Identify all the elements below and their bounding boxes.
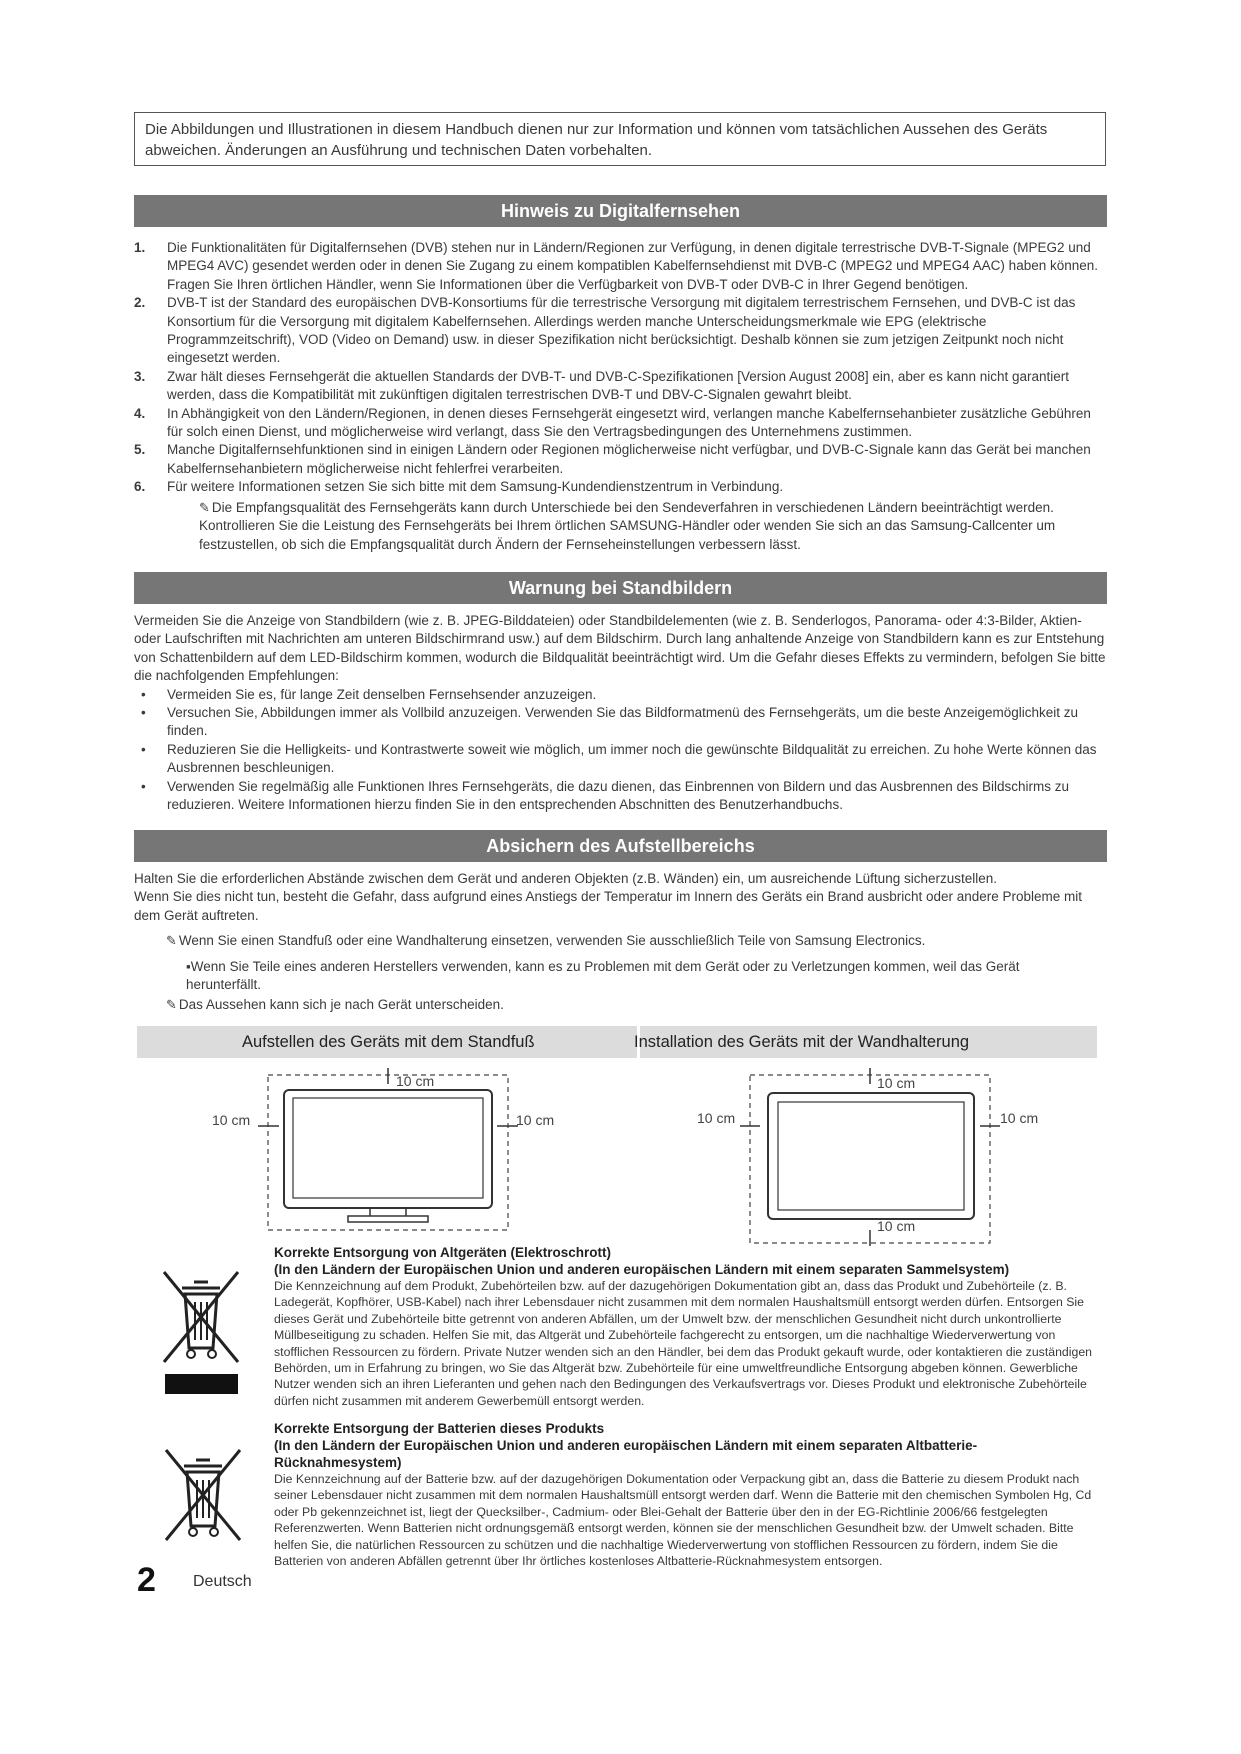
list-item bbox=[134, 368, 1107, 405]
installation-subheader bbox=[137, 1026, 1097, 1058]
disclaimer-text: Die Abbildungen und Illustrationen in diesem Handbuch dienen nur zur Information und können vom tatsächlichen Aussehen des Geräts abweichen. Änderungen an Ausführung und technischen Daten vorbehalten. bbox=[145, 121, 1048, 159]
bullet-item: • Versuchen Sie, Abbildungen immer als Vollbild anzuzeigen. Verwenden Sie das Bildformatmenü des Fernsehgeräts, um die beste Anzeigemöglichkeit zu finden. bbox=[134, 704, 1107, 741]
still-image-warning bbox=[134, 612, 1107, 814]
samsung-parts-note-text: Wenn Sie einen Standfuß oder eine Wandhalterung einsetzen, verwenden Sie ausschließlich Teile von Samsung Electronics. bbox=[178, 933, 926, 948]
bullet-item: • Reduzieren Sie die Helligkeits- und Kontrastwerte soweit wie möglich, um immer noch die gewünschte Bildqualität zu erreichen. Zu hohe Werte können das Ausbrennen beschleunigen. bbox=[134, 741, 1107, 778]
list-item bbox=[134, 239, 1107, 294]
stand-install-label: Aufstellen des Geräts mit dem Standfuß bbox=[242, 1033, 535, 1051]
warning-bullets bbox=[134, 686, 1107, 815]
appearance-note bbox=[166, 996, 1096, 1014]
wall-mount-tv-drawing bbox=[700, 1068, 1030, 1248]
page-number: 2 bbox=[137, 1561, 156, 1599]
list-text: DVB-T ist der Standard des europäischen DVB-Konsortiums für die terrestrische Versorgung mit digitalem terrestrischem Fernsehen, und DVB-C ist das Konsortium für die Versorgung mit digitalem Kabelfernsehen. Allerdings werden manche Unterscheidungsmerkmale wie EPG (elektrische Programmzeitschrift), VOD (Video on Demand) usw. in dieser Spezifikation nicht berücksichtigt. Deshalb können sie zum jetzigen Zeitpunkt noch nicht eingesetzt werden. bbox=[167, 295, 1076, 366]
wall-right-clearance: 10 cm bbox=[1000, 1110, 1039, 1126]
list-text: Zwar hält dieses Fernsehgerät die aktuellen Standards der DVB-T- und DVB-C-Spezifikationen [Version August 2008] ein, aber es kann nicht garantiert werden, dass die Kompatibilität mit zukünftigen digitalen terrestrischen DVB-T und DBV-C-Signalen gewahrt bleibt. bbox=[167, 368, 1070, 403]
list-number: 2. bbox=[134, 295, 146, 311]
weee-disposal-info bbox=[274, 1244, 1094, 1409]
samsung-parts-note bbox=[166, 932, 1096, 950]
wall-top-clearance: 10 cm bbox=[877, 1075, 916, 1091]
third-party-parts-note bbox=[186, 958, 1091, 995]
list-number: 4. bbox=[134, 405, 146, 421]
stand-clearance-diagram bbox=[200, 1068, 560, 1238]
section-header-digital-tv: Hinweis zu Digitalfernsehen bbox=[134, 195, 1107, 227]
third-party-parts-note-text: Wenn Sie Teile eines anderen Herstellers verwenden, kann es zu Problemen mit dem Gerät oder zu Verletzungen kommen, weil das Gerät herunterfällt. bbox=[186, 959, 1020, 993]
list-item bbox=[134, 405, 1107, 442]
digital-tv-list bbox=[134, 239, 1107, 497]
page-language: Deutsch bbox=[193, 1573, 252, 1590]
note-pencil-icon: ✎ bbox=[166, 933, 177, 948]
weee-subtitle: (In den Ländern der Europäischen Union und anderen europäischen Ländern mit einem separaten Sammelsystem) bbox=[274, 1262, 1010, 1277]
small-bullet-icon: ▪ bbox=[186, 959, 191, 974]
stand-tv-drawing bbox=[200, 1068, 560, 1238]
battery-disposal-info bbox=[274, 1420, 1094, 1569]
list-number: 6. bbox=[134, 479, 146, 495]
weee-text: Die Kennzeichnung auf dem Produkt, Zubehörteilen bzw. auf der dazugehörigen Dokumentation gibt an, dass das Produkt und Zubehörteile (z. B. Ladegerät, Kopfhörer, USB-Kabel) nach ihrer Lebensdauer nicht zusammen mit dem normalen Haushaltsmüll entsorgt werden dürfen. Entsorgen Sie dieses Gerät und Zubehörteile bitte getrennt von anderen Abfällen, um der Umwelt bzw. der menschlichen Gesundheit nicht durch unkontrollierte Müllbeseitigung zu schaden. Helfen Sie mit, das Altgerät und Zubehörteile fachgerecht zu entsorgen, um die nachhaltige Wiederverwertung von stofflichen Ressourcen zu fördern. Private Nutzer wenden sich an den Händler, bei dem das Produkt gekauft wurde, oder kontaktieren die zuständigen Behörden, um in Erfahrung zu bringen, wo Sie das Altgerät bzw. Zubehörteile für eine umweltfreundliche Entsorgung abgeben können. Gewerbliche Nutzer wenden sich an ihren Lieferanten und gehen nach den Bedingungen des Verkaufsvertrags vor. Dieses Produkt und elektronische Zubehörteile dürfen nicht zusammen mit anderem Gewerbemüll entsorgt werden. bbox=[274, 1279, 1092, 1408]
section-header-still-image-warning: Warnung bei Standbildern bbox=[134, 572, 1107, 604]
wall-mount-clearance-diagram bbox=[700, 1068, 1030, 1248]
battery-text: Die Kennzeichnung auf der Batterie bzw. auf der dazugehörigen Dokumentation oder Verpackung gibt an, dass die Batterie zu diesem Produkt nach seiner Lebensdauer nicht zusammen mit dem normalen Haushaltsmüll entsorgt werden darf. Wenn die Batterie mit den chemischen Symbolen Hg, Cd oder Pb gekennzeichnet ist, liegt der Quecksilber-, Cadmium- oder Blei-Gehalt der Batterie über den in der EG-Richtlinie 2006/66 festgelegten Referenzwerten. Wenn Batterien nicht ordnungsgemäß entsorgt werden, können sie der menschlichen Gesundheit bzw. der Umwelt schaden. Bitte helfen Sie, die natürlichen Ressourcen zu schützen und die nachhaltige Wiederverwertung von stofflichen Ressourcen zu fördern, indem Sie die Batterien von anderen Abfällen getrennt über Ihr örtliches kostenloses Altbatterie-Rücknahmesystem entsorgen. bbox=[274, 1472, 1092, 1569]
list-number: 5. bbox=[134, 442, 146, 458]
note-pencil-icon: ✎ bbox=[166, 997, 177, 1012]
reception-note bbox=[199, 499, 1109, 554]
reception-note-text: Die Empfangsqualität des Fernsehgeräts kann durch Unterschiede bei den Sendeverfahren in verschiedenen Ländern beeinträchtigt werden. Kontrollieren Sie die Leistung des Fernsehgeräts bei Ihrem örtlichen SAMSUNG-Händler oder wenden Sie sich an das Samsung-Callcenter um festzustellen, ob sich die Empfangsqualität durch Ändern der Fernseheinstellungen verbessern lässt. bbox=[199, 500, 1056, 552]
wall-bottom-clearance: 10 cm bbox=[877, 1218, 916, 1234]
appearance-note-text: Das Aussehen kann sich je nach Gerät unterscheiden. bbox=[178, 997, 504, 1012]
list-item bbox=[134, 478, 1107, 496]
bullet-item: • Vermeiden Sie es, für lange Zeit denselben Fernsehsender anzuzeigen. bbox=[134, 686, 1107, 704]
weee-title: Korrekte Entsorgung von Altgeräten (Elektroschrott) bbox=[274, 1245, 612, 1260]
wall-left-clearance: 10 cm bbox=[697, 1110, 736, 1126]
battery-subtitle: (In den Ländern der Europäischen Union und anderen europäischen Ländern mit einem separaten Altbatterie-Rücknahmesystem) bbox=[274, 1438, 978, 1470]
stand-top-clearance: 10 cm bbox=[396, 1073, 435, 1089]
list-text: Die Funktionalitäten für Digitalfernsehen (DVB) stehen nur in Ländern/Regionen zur Verfügung, in denen digitale terrestrische DVB-T-Signale (MPEG2 und MPEG4 AVC) gesendet werden oder in denen Sie Zugang zu einem kompatiblen Kabelfernsehdienst mit DVB-C (MPEG2 und MPEG4 AAC) haben können. Fragen Sie Ihren örtlichen Händler, wenn Sie Informationen über die Verfügbarkeit von DVB-T oder DVB-C in Ihrer Gegend benötigen. bbox=[167, 240, 1099, 292]
battery-title: Korrekte Entsorgung der Batterien dieses Produkts bbox=[274, 1421, 605, 1436]
section-header-installation-area: Absichern des Aufstellbereichs bbox=[134, 830, 1107, 862]
list-item bbox=[134, 294, 1107, 368]
list-text: In Abhängigkeit von den Ländern/Regionen, in denen dieses Fernsehgerät eingesetzt wird, verlangen manche Kabelfernsehanbieter zusätzliche Gebühren für solch einen Dienst, und möglicherweise wird verlangt, dass Sie den Vertragsbedingungen des Unternehmens zustimmen. bbox=[167, 405, 1091, 440]
stand-right-clearance: 10 cm bbox=[516, 1112, 555, 1128]
crossed-out-battery-bin-icon bbox=[160, 1440, 246, 1555]
disclaimer-box bbox=[134, 112, 1106, 166]
crossed-out-bin-icon bbox=[158, 1262, 244, 1377]
list-text: Manche Digitalfernsehfunktionen sind in einigen Ländern oder Regionen möglicherweise nicht verfügbar, und DVB-C-Signale kann das Gerät bei manchen Kabelfernsehanbietern möglicherweise nicht fehlerfrei verarbeiten. bbox=[167, 442, 1091, 476]
weee-black-bar-icon bbox=[165, 1374, 238, 1394]
list-number: 1. bbox=[134, 240, 146, 255]
installation-para-2: Wenn Sie dies nicht tun, besteht die Gefahr, dass aufgrund eines Anstiegs der Temperatur im Innern des Geräts ein Brand ausbricht oder andere Probleme mit dem Gerät auftreten. bbox=[134, 889, 1083, 923]
list-item bbox=[134, 441, 1107, 478]
bullet-item: • Verwenden Sie regelmäßig alle Funktionen Ihres Fernsehgeräts, die dazu dienen, das Einbrennen von Bildern und das Ausbrennen des Bildschirms zu reduzieren. Weitere Informationen hierzu finden Sie in den entsprechenden Abschnitten des Benutzerhandbuchs. bbox=[134, 778, 1107, 815]
installation-para-1: Halten Sie die erforderlichen Abstände zwischen dem Gerät und anderen Objekten (z.B. Wänden) ein, um ausreichende Lüftung sicherzustellen. bbox=[134, 871, 997, 886]
installation-intro bbox=[134, 870, 1109, 925]
warning-intro: Vermeiden Sie die Anzeige von Standbildern (wie z. B. JPEG-Bilddateien) oder Standbildelementen (wie z. B. Senderlogos, Panorama- oder 4:3-Bilder, Aktien- oder Laufschriften mit Nachrichten am unteren Bildschirmrand usw.) auf dem Bildschirm. Durch lang anhaltende Anzeige von Standbildern kann es zur Entstehung von Schattenbildern auf dem LED-Bildschirm kommen, wodurch die Bildqualität beeinträchtigt wird. Um die Gefahr dieses Effekts zu vermindern, befolgen Sie bitte die nachfolgenden Empfehlungen: bbox=[134, 613, 1106, 684]
stand-left-clearance: 10 cm bbox=[212, 1112, 251, 1128]
list-number: 3. bbox=[134, 368, 146, 384]
list-text: Für weitere Informationen setzen Sie sich bitte mit dem Samsung-Kundendienstzentrum in Verbindung. bbox=[167, 479, 784, 495]
note-pencil-icon: ✎ bbox=[199, 500, 210, 515]
wall-mount-install-label: Installation des Geräts mit der Wandhalterung bbox=[634, 1033, 970, 1051]
